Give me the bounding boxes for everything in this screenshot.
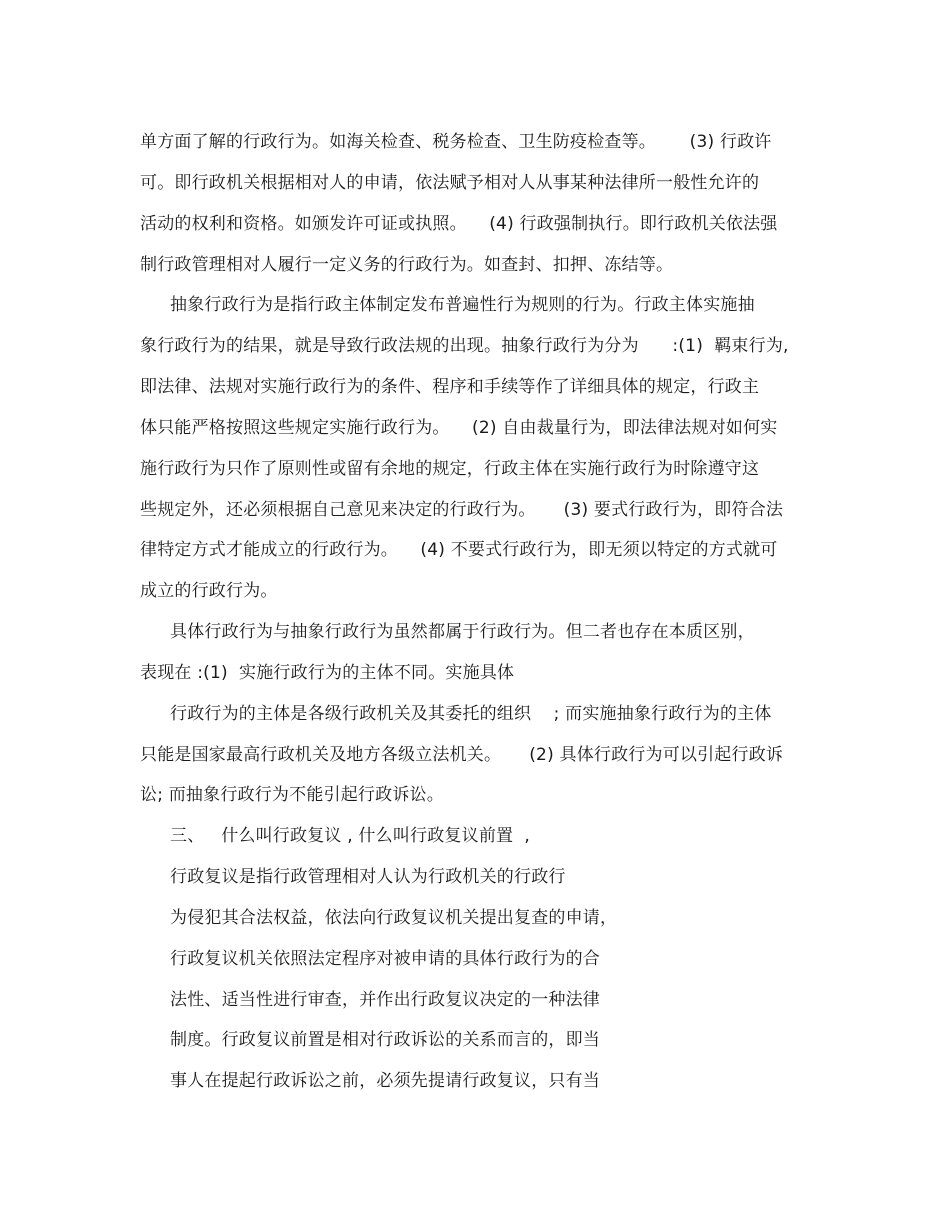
text-line-4: 制行政管理相对人履行一定义务的行政行为。如查封、扣押、冻结等。 bbox=[140, 255, 674, 275]
text-line-2: 可。即行政机关根据相对人的申请，依法赋予相对人从事某种法律所一般性允许的 bbox=[140, 173, 760, 193]
text-line-21: 行政复议机关依照法定程序对被申请的具体行政行为的合 bbox=[170, 949, 600, 969]
text-line-8: 体只能严格按照这些规定实施行政行为。 (2) 自由裁量行为，即法律法规对如何实 bbox=[140, 418, 778, 438]
paragraph-start-line: 行政复议是指行政管理相对人认为行政机关的行政行 bbox=[170, 867, 566, 887]
paragraph-start-line: 行政行为的主体是各级行政机关及其委托的组织 ; 而实施抽象行政行为的主体 bbox=[170, 704, 772, 724]
text-line-20: 为侵犯其合法权益，依法向行政复议机关提出复查的申请， bbox=[170, 908, 618, 928]
text-line-9: 施行政行为只作了原则性或留有余地的规定，行政主体在实施行政行为时除遵守这 bbox=[140, 459, 760, 479]
text-line-6: 象行政行为的结果，就是导致行政法规的出现。抽象行政行为分为 :(1) 羁束行为, bbox=[140, 336, 789, 356]
text-line-12: 成立的行政行为。 bbox=[140, 581, 278, 601]
text-line-24: 事人在提起行政诉讼之前，必须先提请行政复议，只有当 bbox=[170, 1071, 600, 1091]
paragraph-start-line: 具体行政行为与抽象行政行为虽然都属于行政行为。但二者也存在本质区别， bbox=[170, 622, 755, 642]
section-heading: 三、 什么叫行政复议 , 什么叫行政复议前置 , bbox=[170, 826, 531, 846]
text-line-16: 只能是国家最高行政机关及地方各级立法机关。 (2) 具体行政行为可以引起行政诉 bbox=[140, 745, 784, 765]
text-line-11: 律特定方式才能成立的行政行为。 (4) 不要式行政行为，即无须以特定的方式就可 bbox=[140, 540, 778, 560]
text-line-17: 讼; 而抽象行政行为不能引起行政诉讼。 bbox=[140, 785, 444, 805]
text-line-7: 即法律、法规对实施行政行为的条件、程序和手续等作了详细具体的规定，行政主 bbox=[140, 377, 760, 397]
text-line-14: 表现在 :(1) 实施行政行为的主体不同。实施具体 bbox=[140, 663, 515, 683]
text-line-22: 法性、适当性进行审查，并作出行政复议决定的一种法律 bbox=[170, 990, 600, 1010]
text-line-3: 活动的权利和资格。如颁发许可证或执照。 (4) 行政强制执行。即行政机关依法强 bbox=[140, 214, 778, 234]
text-line-23: 制度。行政复议前置是相对行政诉讼的关系而言的，即当 bbox=[170, 1030, 600, 1050]
text-line-10: 些规定外，还必须根据自己意见来决定的行政行为。 (3) 要式行政行为，即符合法 bbox=[140, 500, 784, 520]
paragraph-start-line: 抽象行政行为是指行政主体制定发布普遍性行为规则的行为。行政主体实施抽 bbox=[170, 295, 755, 315]
text-line-1: 单方面了解的行政行为。如海关检查、税务检查、卫生防疫检查等。 (3) 行政许 bbox=[140, 132, 772, 152]
